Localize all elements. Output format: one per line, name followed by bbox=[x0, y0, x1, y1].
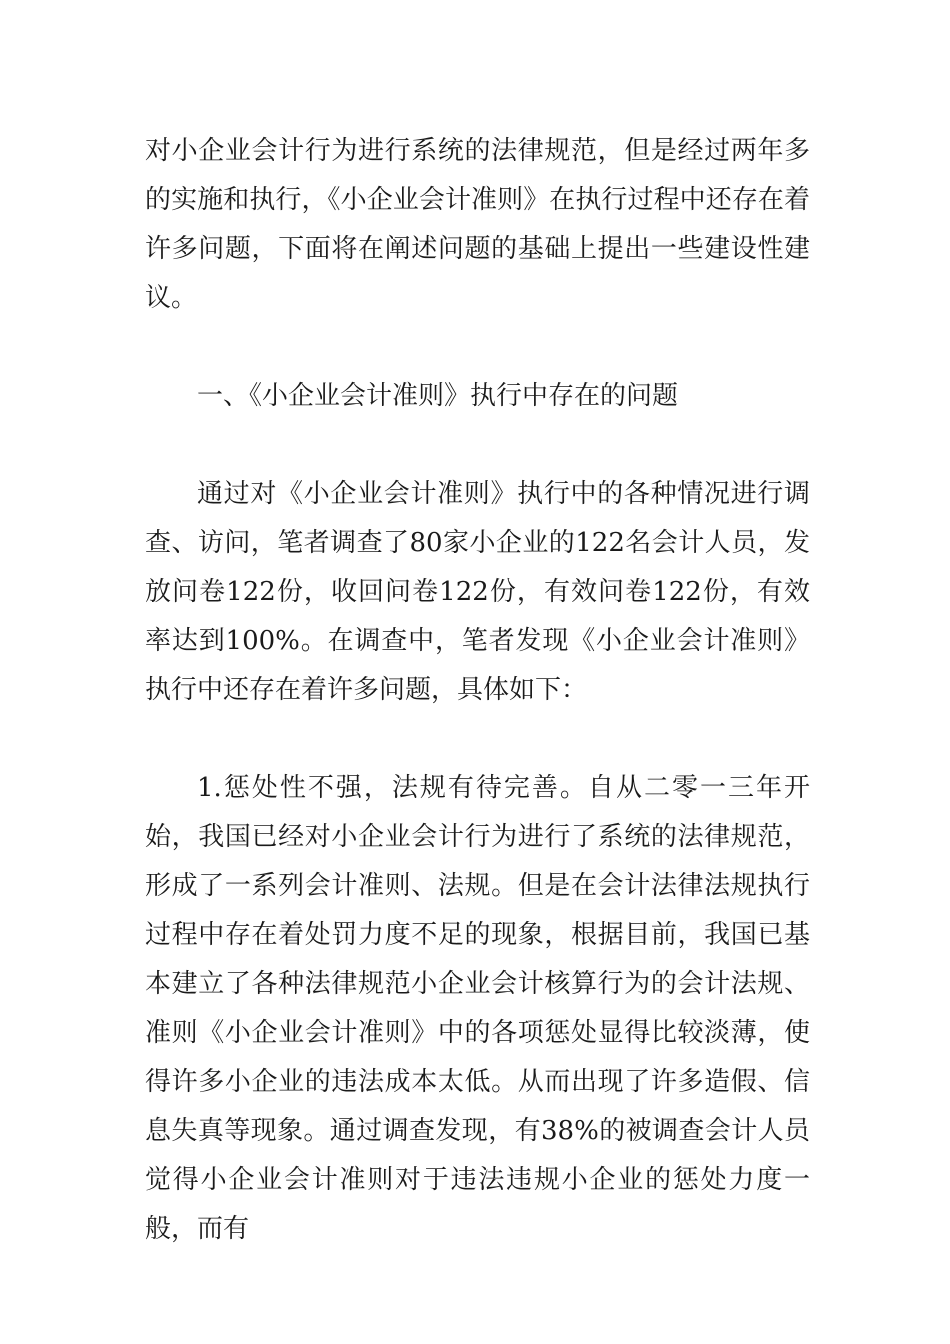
point-1-paragraph: 1.惩处性不强，法规有待完善。自从二零一三年开始，我国已经对小企业会计行为进行了系统的法律规范，形成了一系列会计准则、法规。但是在会计法律法规执行过程中存在着处罚力度不足的现象，根据目前，我国已基本建立了各种法律规范小企业会计核算行为的会计法规、准则《小企业会计准则》中的各项惩处显得比较淡薄，使得许多小企业的违法成本太低。从而出现了许多造假、信息失真等现象。通过调查发现，有38%的被调查会计人员觉得小企业会计准则对于违法违规小企业的惩处力度一般，而有 bbox=[145, 773, 810, 1244]
survey-paragraph: 通过对《小企业会计准则》执行中的各种情况进行调查、访问，笔者调查了80家小企业的122名会计人员，发放问卷122份，收回问卷122份，有效问卷122份，有效率达到100%。在调查中，笔者发现《小企业会计准则》执行中还存在着许多问题，具体如下： bbox=[145, 479, 810, 705]
section-heading: 一、《小企业会计准则》执行中存在的问题 bbox=[197, 381, 679, 411]
paragraph-spacer bbox=[145, 323, 810, 372]
document-page bbox=[145, 127, 810, 1254]
paragraph-spacer bbox=[145, 715, 810, 764]
paragraph-spacer bbox=[145, 421, 810, 470]
intro-paragraph: 对小企业会计行为进行系统的法律规范，但是经过两年多的实施和执行，《小企业会计准则》在执行过程中还存在着许多问题，下面将在阐述问题的基础上提出一些建设性建议。 bbox=[145, 136, 810, 313]
